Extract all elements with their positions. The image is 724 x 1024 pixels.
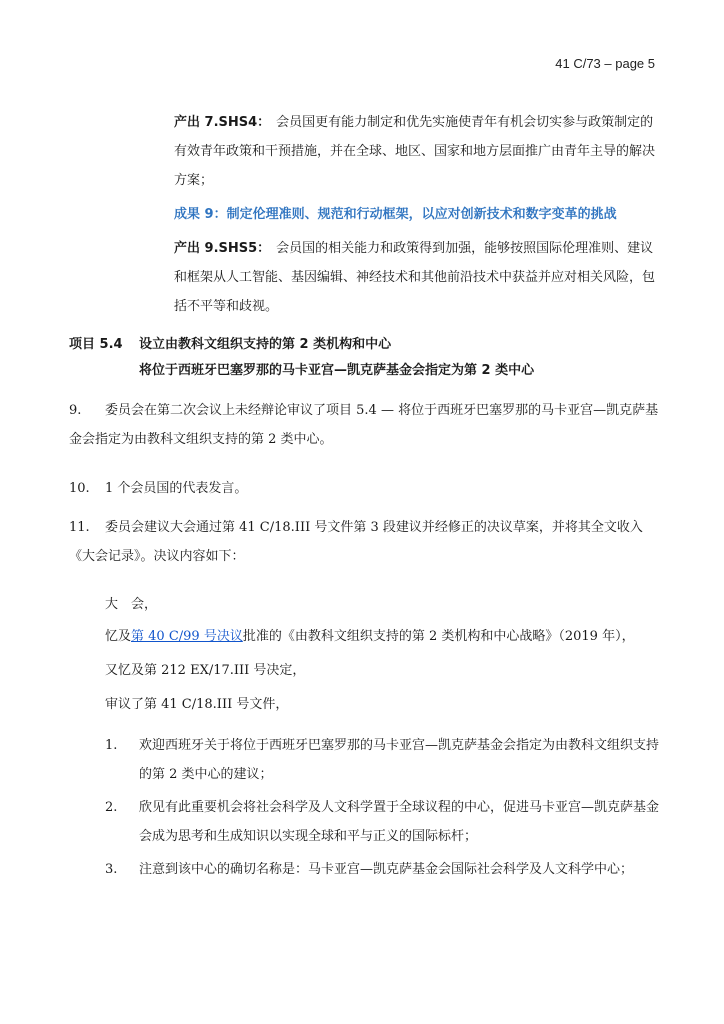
clause-number: 1. [105, 738, 118, 753]
paragraph-9 [69, 396, 659, 454]
resolution-clause-1 [105, 731, 665, 791]
clause-text: 欢迎西班牙关于将位于西班牙巴塞罗那的马卡亚宫—凯克萨基金会指定为由教科文组织支持的第 2 类中心的建议； [139, 738, 660, 782]
agenda-item-title-line1: 设立由教科文组织支持的第 2 类机构和中心 [139, 337, 392, 352]
resolution-40c99-link[interactable]: 第 40 C/99 号决议 [131, 629, 243, 644]
resolution-examined: 审议了第 41 C/18.III 号文件， [105, 697, 289, 712]
output-9-label: 产出 9.SHS5： [174, 241, 271, 256]
recall-suffix: 批准的《由教科文组织支持的第 2 类机构和中心战略》（2019 年）， [242, 629, 635, 644]
resolution-recall-2: 又忆及第 212 EX/17.III 号决定， [105, 663, 306, 678]
paragraph-text: 1 个会员国的代表发言。 [105, 481, 248, 496]
agenda-item-number: 项目 5.4 [69, 337, 123, 352]
paragraph-number: 9. [69, 403, 82, 418]
recall-prefix: 忆及 [105, 629, 132, 644]
paragraph-11 [69, 513, 659, 571]
resolution-recall [105, 622, 635, 651]
clause-text: 欣见有此重要机会将社会科学及人文科学置于全球议程的中心，促进马卡亚宫—凯克萨基金会成为思考和生成知识以实现全球和平与正义的国际标杆； [139, 800, 660, 844]
paragraph-number: 10. [69, 481, 90, 496]
paragraph-10 [69, 474, 659, 503]
paragraph-text: 委员会在第二次会议上未经辩论审议了项目 5.4 — 将位于西班牙巴塞罗那的马卡亚宫—凯克萨基金会指定为由教科文组织支持的第 2 类中心。 [69, 403, 659, 447]
resolution-clause-3 [105, 855, 665, 915]
output-7-label: 产出 7.SHS4： [174, 115, 271, 130]
output-7-block [174, 108, 664, 195]
output-9-text: 会员国的相关能力和政策得到加强，能够按照国际伦理准则、建议和框架从人工智能、基因编辑、神经技术和其他前沿技术中获益并应对相关风险，包括不平等和歧视。 [174, 241, 656, 314]
resolution-clause-2 [105, 793, 665, 853]
paragraph-text: 委员会建议大会通过第 41 C/18.III 号文件第 3 段建议并经修正的决议草案，并将其全文收入《大会记录》。决议内容如下： [69, 520, 643, 564]
page-header-doc-ref: 41 C/73 – page 5 [555, 56, 655, 71]
clause-number: 2. [105, 800, 118, 815]
agenda-item [69, 333, 669, 383]
output-9-block [174, 234, 664, 321]
agenda-item-title-line2: 将位于西班牙巴塞罗那的马卡亚宫—凯克萨基金会指定为第 2 类中心 [139, 363, 535, 378]
resolution-opening: 大 会， [105, 597, 158, 612]
outcome-9-heading: 成果 9：制定伦理准则、规范和行动框架，以应对创新技术和数字变革的挑战 [174, 207, 617, 222]
clause-number: 3. [105, 862, 118, 877]
paragraph-number: 11. [69, 520, 90, 535]
output-7-text: 会员国更有能力制定和优先实施使青年有机会切实参与政策制定的有效青年政策和干预措施，并在全球、地区、国家和地方层面推广由青年主导的解决方案； [174, 115, 656, 188]
clause-text: 注意到该中心的确切名称是：马卡亚宫—凯克萨基金会国际社会科学及人文科学中心； [139, 862, 634, 877]
